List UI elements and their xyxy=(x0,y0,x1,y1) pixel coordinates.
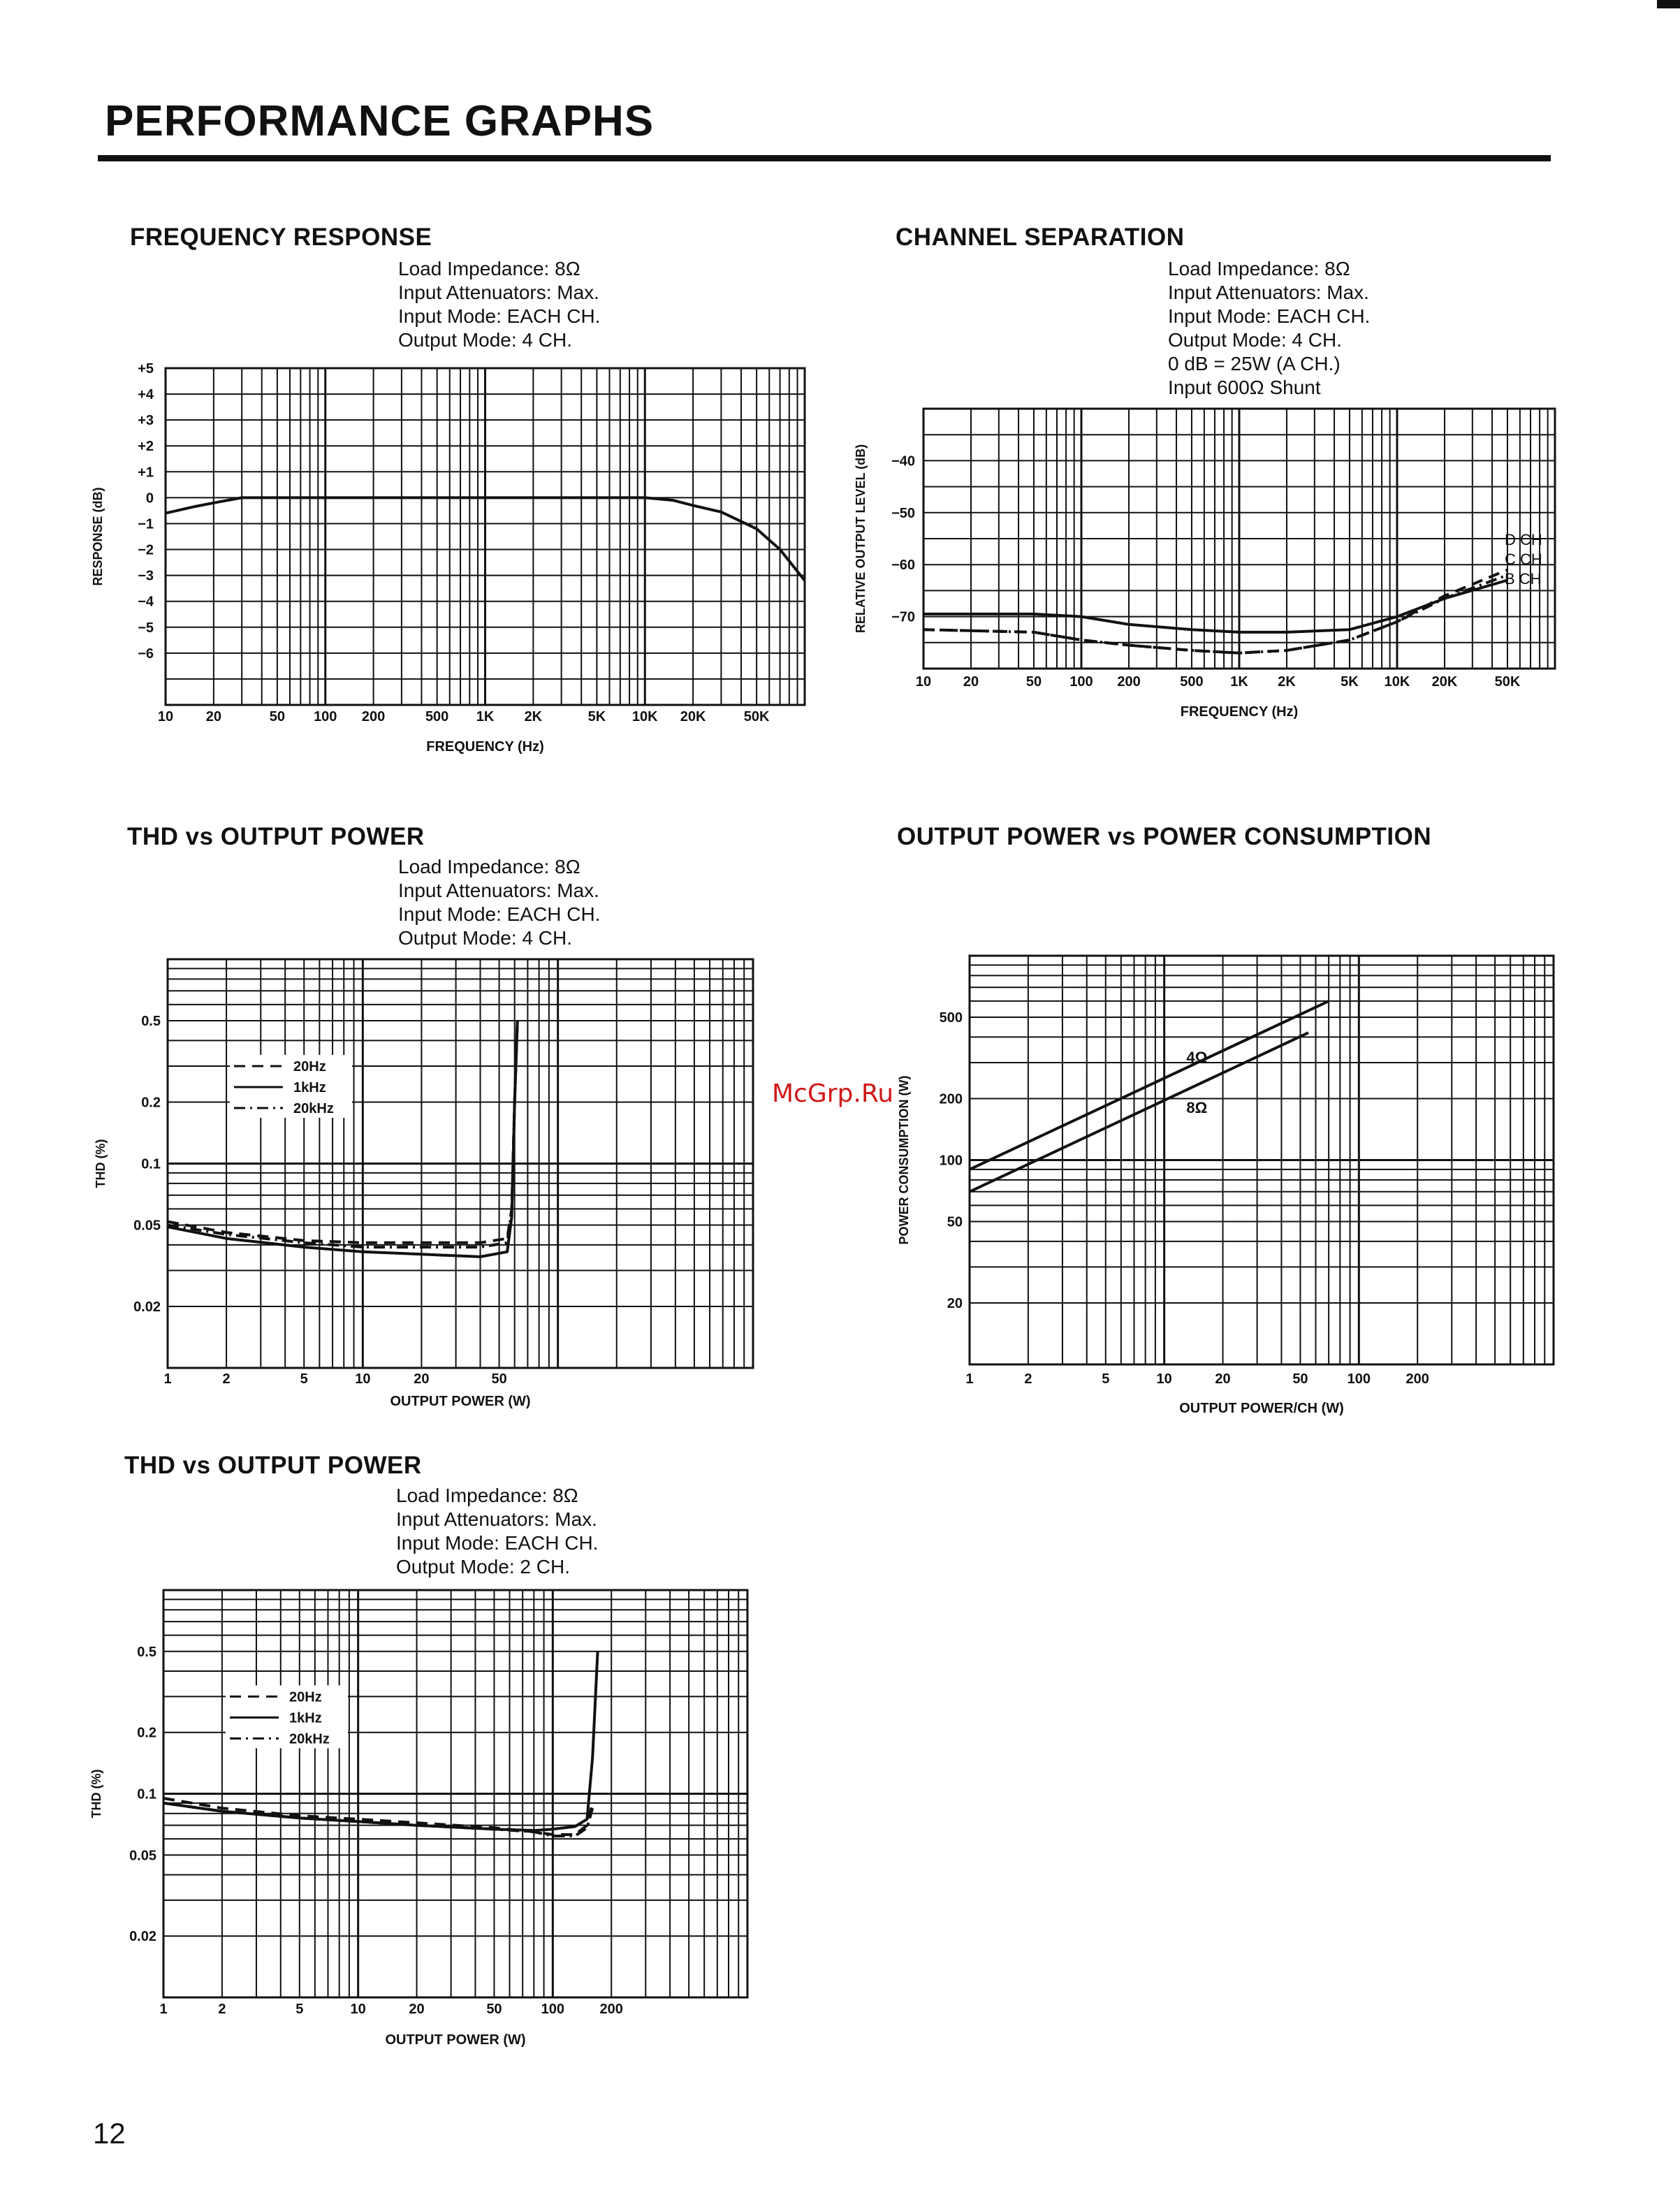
x-tick-label: 10 xyxy=(355,1371,371,1387)
legend-label: 1kHz xyxy=(289,1710,322,1726)
chart-power-consumption xyxy=(897,956,1554,1416)
y-axis-label: RESPONSE (dB) xyxy=(91,487,105,586)
condition-line: Input Mode: EACH CH. xyxy=(398,903,601,925)
x-tick-label: 500 xyxy=(425,709,449,724)
x-tick-label: 20 xyxy=(414,1371,430,1387)
x-tick-label: 50K xyxy=(1494,674,1521,690)
condition-line: Input Mode: EACH CH. xyxy=(398,305,601,327)
page-title: PERFORMANCE GRAPHS xyxy=(105,97,655,145)
series-label: C CH xyxy=(1505,551,1542,569)
y-tick-label: −4 xyxy=(138,594,154,610)
x-axis-label: FREQUENCY (Hz) xyxy=(1180,704,1299,720)
x-tick-label: 1 xyxy=(163,1371,172,1387)
x-tick-label: 20 xyxy=(963,674,979,690)
y-tick-label: 20 xyxy=(947,1295,963,1311)
y-tick-label: +1 xyxy=(138,465,154,481)
x-tick-label: 50 xyxy=(486,2002,502,2017)
x-tick-label: 2 xyxy=(1024,1371,1032,1387)
x-tick-label: 50K xyxy=(743,709,770,724)
x-tick-label: 20 xyxy=(409,2002,425,2017)
y-tick-label: −3 xyxy=(138,568,154,584)
x-tick-label: 5 xyxy=(300,1371,308,1387)
x-tick-label: 10K xyxy=(1384,674,1410,690)
condition-line: Input Attenuators: Max. xyxy=(1168,282,1369,303)
legend-label: 20Hz xyxy=(293,1058,326,1074)
y-tick-label: 50 xyxy=(947,1214,963,1230)
y-tick-label: 0.1 xyxy=(137,1786,156,1802)
x-tick-label: 10 xyxy=(915,674,932,690)
y-tick-label: 0.1 xyxy=(141,1156,161,1172)
x-tick-label: 200 xyxy=(1117,674,1141,690)
x-tick-label: 5K xyxy=(587,709,606,724)
y-tick-label: 0.5 xyxy=(141,1014,161,1030)
y-tick-label: 0.05 xyxy=(129,1848,156,1864)
y-tick-label: +5 xyxy=(138,361,154,377)
x-tick-label: 200 xyxy=(361,709,386,724)
x-tick-label: 200 xyxy=(599,2002,623,2017)
series-label: 8Ω xyxy=(1186,1099,1208,1117)
series-label: 4Ω xyxy=(1186,1048,1208,1066)
x-tick-label: 10K xyxy=(631,709,658,724)
grid-horizontal xyxy=(163,1599,747,1936)
x-tick-label: 20K xyxy=(1431,674,1458,690)
y-axis-label: RELATIVE OUTPUT LEVEL (dB) xyxy=(854,444,868,634)
condition-line: Input Attenuators: Max. xyxy=(396,1508,597,1530)
chart-title-thd-2ch: THD vs OUTPUT POWER xyxy=(124,1452,422,1479)
x-tick-label: 20 xyxy=(1215,1371,1231,1387)
x-tick-label: 50 xyxy=(269,709,286,724)
x-axis-label: OUTPUT POWER/CH (W) xyxy=(1179,1401,1344,1416)
series-label: D CH xyxy=(1505,531,1542,549)
x-tick-label: 100 xyxy=(1069,674,1093,690)
x-tick-label: 500 xyxy=(1180,674,1204,690)
condition-line: Input Mode: EACH CH. xyxy=(396,1532,599,1554)
x-tick-label: 5 xyxy=(1102,1371,1110,1387)
x-tick-label: 1K xyxy=(1230,674,1248,690)
y-axis-label: POWER CONSUMPTION (W) xyxy=(897,1075,911,1245)
series-line-dch xyxy=(923,570,1507,653)
y-tick-label: +2 xyxy=(138,439,154,455)
legend-label: 1kHz xyxy=(293,1079,326,1095)
series-line-bch xyxy=(923,581,1507,632)
x-axis-label: FREQUENCY (Hz) xyxy=(426,739,544,755)
x-tick-label: 50 xyxy=(1292,1371,1308,1387)
legend-label: 20kHz xyxy=(289,1731,330,1747)
y-tick-label: 0 xyxy=(145,490,154,507)
x-tick-label: 20 xyxy=(205,709,221,724)
x-tick-label: 5K xyxy=(1341,674,1359,690)
x-tick-label: 20K xyxy=(680,709,706,724)
page-number: 12 xyxy=(93,2117,126,2150)
x-tick-label: 2K xyxy=(1278,674,1296,690)
condition-line: Load Impedance: 8Ω xyxy=(398,258,580,279)
condition-line: Output Mode: 2 CH. xyxy=(396,1556,571,1578)
x-tick-label: 10 xyxy=(350,2002,366,2017)
y-tick-label: +4 xyxy=(138,387,154,403)
y-tick-label: −40 xyxy=(891,453,915,469)
condition-line: Load Impedance: 8Ω xyxy=(396,1485,578,1506)
y-tick-label: −70 xyxy=(891,609,915,625)
condition-line: Load Impedance: 8Ω xyxy=(1168,258,1350,279)
y-tick-label: 0.2 xyxy=(137,1725,156,1741)
y-tick-label: 0.5 xyxy=(137,1644,156,1660)
x-tick-label: 2 xyxy=(222,1371,231,1387)
legend-label: 20kHz xyxy=(293,1100,334,1116)
x-tick-label: 10 xyxy=(157,709,174,724)
x-tick-label: 1 xyxy=(965,1371,974,1387)
x-tick-label: 2K xyxy=(524,709,543,724)
x-tick-label: 1K xyxy=(476,709,495,724)
y-tick-label: −60 xyxy=(891,558,915,574)
y-tick-label: 0.05 xyxy=(133,1218,161,1234)
y-tick-label: +3 xyxy=(138,413,154,429)
chart-title-channel-separation: CHANNEL SEPARATION xyxy=(896,224,1185,251)
x-tick-label: 200 xyxy=(1405,1371,1429,1387)
y-tick-label: 200 xyxy=(939,1091,963,1107)
x-tick-label: 1 xyxy=(159,2002,168,2017)
y-axis-label: THD (%) xyxy=(89,1769,103,1819)
x-tick-label: 2 xyxy=(218,2002,226,2017)
x-tick-label: 50 xyxy=(1025,674,1042,690)
legend-label: 20Hz xyxy=(289,1689,322,1705)
watermark: McGrp.Ru xyxy=(772,1079,894,1108)
condition-line: Output Mode: 4 CH. xyxy=(398,329,573,351)
y-tick-label: −1 xyxy=(138,516,154,532)
y-tick-label: 100 xyxy=(939,1153,963,1169)
chart-frequency-response xyxy=(91,361,805,755)
chart-thd-4ch xyxy=(94,959,753,1409)
grid-vertical xyxy=(214,368,798,705)
x-axis-label: OUTPUT POWER (W) xyxy=(390,1394,531,1409)
condition-line: Output Mode: 4 CH. xyxy=(1168,329,1343,351)
y-tick-label: 0.02 xyxy=(133,1299,161,1315)
x-axis-label: OUTPUT POWER (W) xyxy=(385,2032,526,2048)
condition-line: Input 600Ω Shunt xyxy=(1168,377,1321,398)
series-line-4 xyxy=(970,1001,1329,1170)
x-tick-label: 50 xyxy=(491,1371,507,1387)
x-tick-label: 10 xyxy=(1156,1371,1172,1387)
series-label: B CH xyxy=(1505,570,1542,588)
y-tick-label: −6 xyxy=(138,646,154,662)
x-tick-label: 100 xyxy=(314,709,337,724)
y-tick-label: 0.02 xyxy=(129,1929,156,1945)
condition-line: 0 dB = 25W (A CH.) xyxy=(1168,353,1341,374)
x-tick-label: 100 xyxy=(541,2002,565,2017)
y-tick-label: −2 xyxy=(138,542,154,558)
y-tick-label: −50 xyxy=(891,505,915,521)
condition-line: Input Attenuators: Max. xyxy=(398,282,599,303)
chart-title-thd-4ch: THD vs OUTPUT POWER xyxy=(127,823,425,850)
grid-horizontal xyxy=(970,965,1554,1303)
condition-line: Input Mode: EACH CH. xyxy=(1168,305,1371,327)
condition-line: Output Mode: 4 CH. xyxy=(398,927,573,949)
y-axis-label: THD (%) xyxy=(94,1139,108,1188)
y-tick-label: 500 xyxy=(939,1010,963,1026)
y-tick-label: −5 xyxy=(138,620,154,636)
chart-title-frequency-response: FREQUENCY RESPONSE xyxy=(130,224,432,251)
chart-title-power-consumption: OUTPUT POWER vs POWER CONSUMPTION xyxy=(897,823,1432,850)
condition-line: Input Attenuators: Max. xyxy=(398,880,599,901)
condition-line: Load Impedance: 8Ω xyxy=(398,856,580,877)
chart-channel-separation xyxy=(854,409,1555,720)
series-line-20khz xyxy=(168,1021,518,1247)
x-tick-label: 5 xyxy=(295,2002,304,2017)
x-tick-label: 100 xyxy=(1347,1371,1371,1387)
chart-thd-2ch xyxy=(89,1590,747,2048)
y-tick-label: 0.2 xyxy=(141,1095,161,1111)
